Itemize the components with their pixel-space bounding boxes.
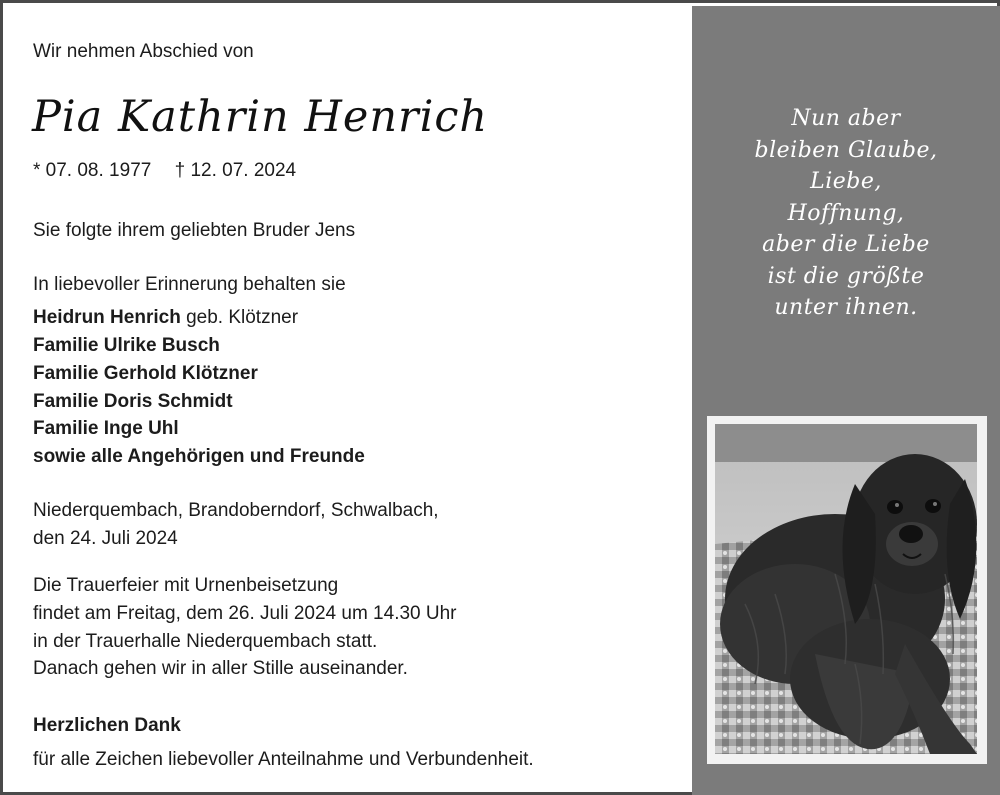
ceremony-line: in der Trauerhalle Niederquembach statt.: [33, 631, 378, 652]
place-line-1: Niederquembach, Brandoberndorf, Schwalbach,: [33, 500, 439, 521]
ceremony-line: Danach gehen wir in aller Stille auseinander.: [33, 658, 408, 679]
mourner-item: Familie Gerhold Klötzner: [33, 363, 258, 384]
intro-text: Wir nehmen Abschied von: [33, 41, 254, 62]
verse-line: Nun aber: [791, 106, 901, 131]
deceased-name: Pia Kathrin Henrich: [32, 92, 489, 142]
dog-photo: [715, 424, 977, 754]
birth-date: * 07. 08. 1977: [33, 160, 152, 181]
mourner-first-name: Heidrun Henrich: [33, 307, 181, 328]
mourner-item: sowie alle Angehörigen und Freunde: [33, 446, 365, 467]
life-dates: [33, 160, 314, 182]
thanks-title: Herzlichen Dank: [33, 715, 181, 736]
ceremony-line: Die Trauerfeier mit Urnenbeisetzung: [33, 575, 339, 596]
text-column: [6, 6, 690, 795]
mourner-first: [33, 304, 298, 332]
verse-line: aber die Liebe: [762, 232, 930, 257]
verse-line: unter ihnen.: [774, 295, 918, 320]
place-line-2: den 24. Juli 2024: [33, 528, 178, 549]
death-date: † 12. 07. 2024: [174, 160, 297, 181]
verse-line: bleiben Glaube,: [754, 137, 938, 163]
ceremony-line: findet am Freitag, dem 26. Juli 2024 um 14.30 Uhr: [33, 603, 457, 624]
thanks-text: für alle Zeichen liebevoller Anteilnahme und Verbundenheit.: [33, 749, 534, 770]
followed-text: Sie folgte ihrem geliebten Bruder Jens: [33, 220, 356, 241]
verse-line: Hoffnung,: [787, 200, 905, 226]
memory-intro: In liebevoller Erinnerung behalten sie: [33, 274, 346, 295]
mourner-first-maiden: geb. Klötzner: [180, 307, 299, 328]
dog-photo-frame: [707, 416, 987, 764]
verse-line: ist die größte: [767, 263, 925, 289]
mourner-item: Familie Doris Schmidt: [33, 391, 233, 412]
mourner-item: Familie Inge Uhl: [33, 418, 179, 439]
mourner-item: Familie Ulrike Busch: [33, 335, 220, 356]
verse-line: Liebe,: [810, 169, 882, 194]
side-panel: [692, 6, 1000, 795]
bible-verse: [692, 103, 1000, 324]
